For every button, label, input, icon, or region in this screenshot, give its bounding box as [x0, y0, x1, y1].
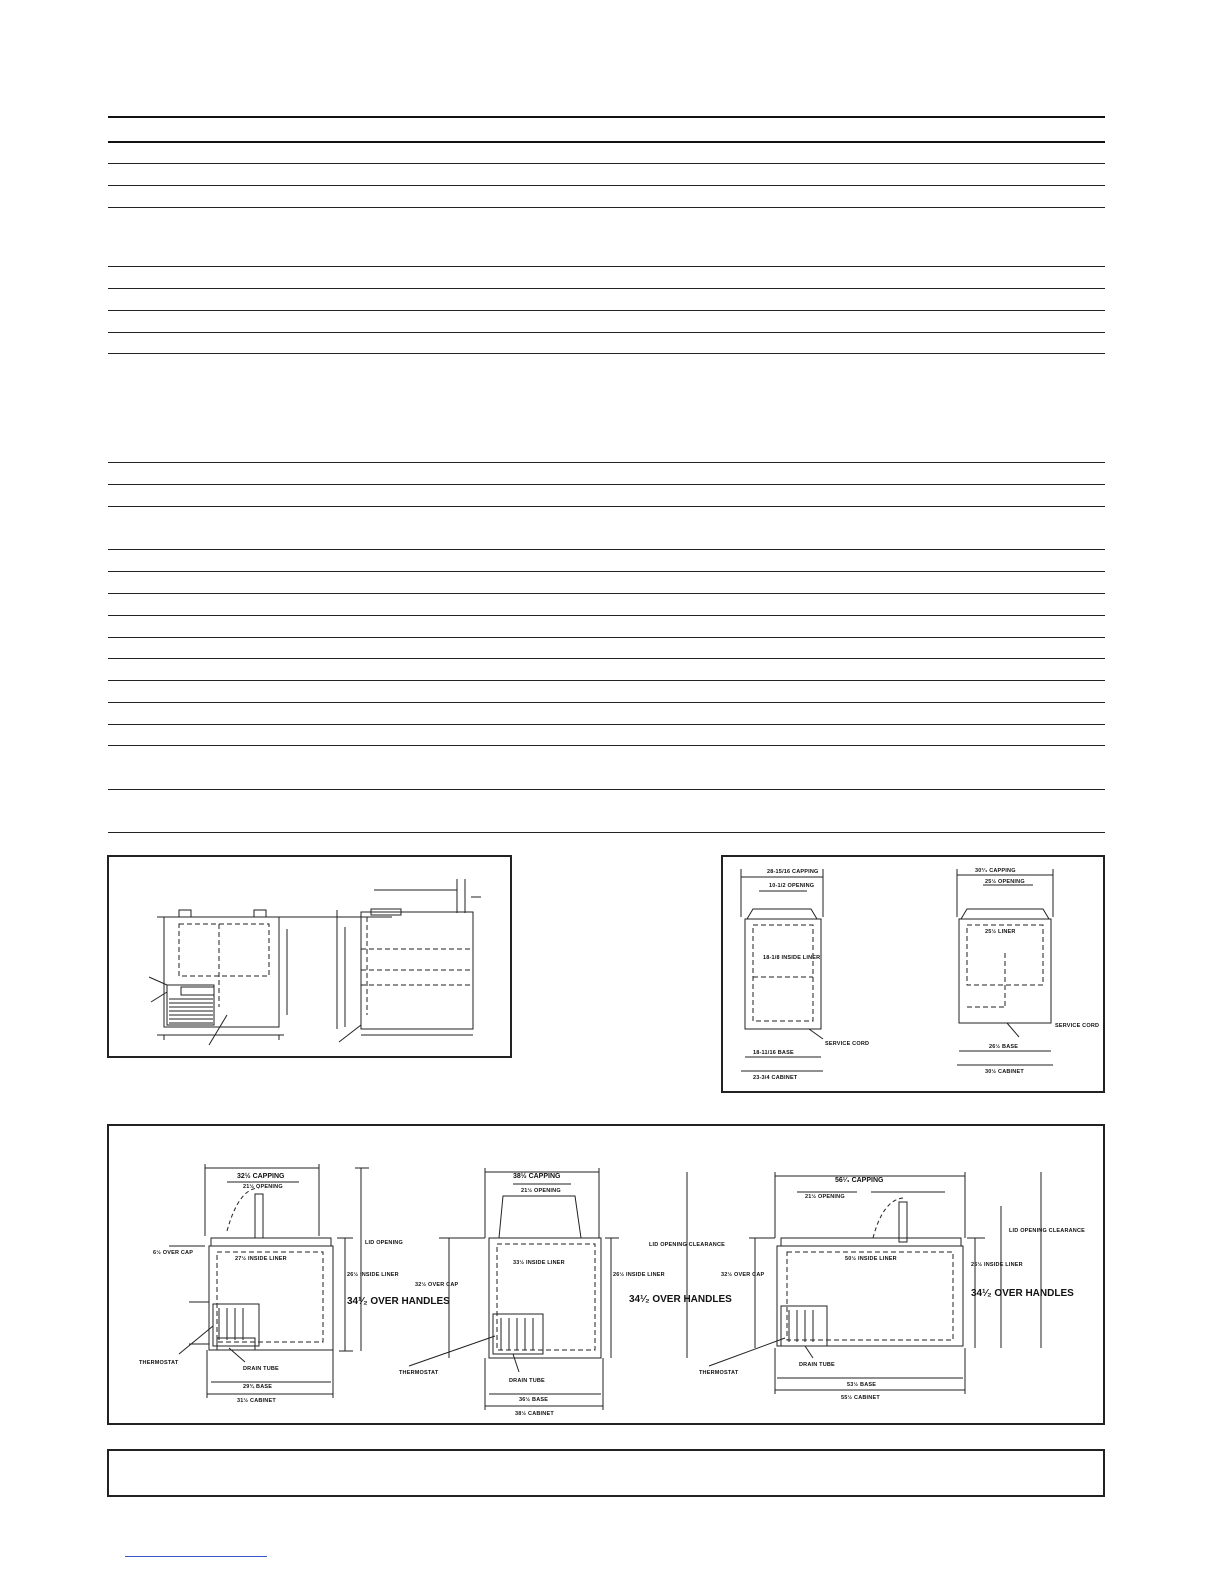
- unit3-drain-tube: DRAIN TUBE: [799, 1362, 835, 1368]
- louvers: [169, 999, 213, 1023]
- table-row-rule: [108, 615, 1105, 616]
- unit1-base: 29¾ BASE: [243, 1384, 273, 1390]
- table-bottom-rule: [108, 832, 1105, 833]
- side-elevation-svg: [109, 857, 514, 1060]
- unit2-over-cap: 32½ OVER CAP: [415, 1282, 459, 1288]
- unit-1: [169, 1164, 369, 1398]
- unit3-liner-width: 50½ INSIDE LINER: [845, 1256, 897, 1262]
- unit-2: [409, 1168, 687, 1410]
- capping-label-b: 30³⁄₄ CAPPING: [975, 868, 1016, 874]
- unit1-inside-liner: 26½ INSIDE LINER: [347, 1272, 399, 1278]
- opening-label-a: 10-1/2 OPENING: [769, 883, 815, 889]
- table-row-rule: [108, 593, 1105, 594]
- unit1-opening: 21½ OPENING: [243, 1184, 283, 1190]
- unit2-thermostat: THERMOSTAT: [399, 1370, 439, 1376]
- table-row-rule: [108, 163, 1105, 164]
- side-elevation-drawing: [107, 855, 512, 1058]
- table-row-rule: [108, 571, 1105, 572]
- top-plan-svg: [723, 857, 1107, 1095]
- table-top-rule: [108, 116, 1105, 118]
- unit2-over-handles: 34¹⁄₂ OVER HANDLES: [629, 1294, 732, 1305]
- unit2-inside-liner: 26½ INSIDE LINER: [613, 1272, 665, 1278]
- footer-link-underline[interactable]: [125, 1556, 267, 1557]
- unit3-base: 53½ BASE: [847, 1382, 877, 1388]
- table-row-rule: [108, 680, 1105, 681]
- unit3-over-handles: 34¹⁄₂ OVER HANDLES: [971, 1288, 1074, 1299]
- unit2-drain-tube: DRAIN TUBE: [509, 1378, 545, 1384]
- table-row-rule: [108, 702, 1105, 703]
- table-row-rule: [108, 724, 1105, 725]
- unit2-opening: 21½ OPENING: [521, 1188, 561, 1194]
- unit3-over-cap: 32½ OVER CAP: [721, 1272, 765, 1278]
- unit-3: [709, 1172, 1041, 1394]
- table-row-rule: [108, 185, 1105, 186]
- unit3-capping: 56¹⁄₄ CAPPING: [835, 1177, 884, 1184]
- liner-label-b: 25½ LINER: [985, 929, 1016, 935]
- unit1-liner-width: 27½ INSIDE LINER: [235, 1256, 287, 1262]
- top-plan-drawings: [721, 855, 1105, 1093]
- unit2-base: 36½ BASE: [519, 1397, 549, 1403]
- table-row-rule: [108, 207, 1105, 208]
- unit1-thermostat: THERMOSTAT: [139, 1360, 179, 1366]
- cabinet-label-a: 23-3/4 CABINET: [753, 1075, 798, 1081]
- table-row-rule: [108, 353, 1105, 354]
- unit1-drain-tube: DRAIN TUBE: [243, 1366, 279, 1372]
- service-cord-label-b: SERVICE CORD: [1055, 1023, 1100, 1029]
- table-row-rule: [108, 310, 1105, 311]
- table-row-rule: [108, 506, 1105, 507]
- unit1-over-handles: 34¹⁄₂ OVER HANDLES: [347, 1296, 450, 1307]
- base-label-b: 26½ BASE: [989, 1044, 1019, 1050]
- table-row-rule: [108, 462, 1105, 463]
- table-row-rule: [108, 637, 1105, 638]
- front-elevation-svg: [109, 1126, 1107, 1427]
- table-row-rule: [108, 484, 1105, 485]
- opening-label-b: 25½ OPENING: [985, 879, 1025, 885]
- table-row-rule: [108, 658, 1105, 659]
- unit3-cabinet: 55½ CABINET: [841, 1395, 880, 1401]
- base-label-a: 18-11/16 BASE: [753, 1050, 794, 1056]
- cabinet-label-b: 30½ CABINET: [985, 1069, 1024, 1075]
- note-box: [107, 1449, 1105, 1497]
- capping-label-a: 28-15/16 CAPPING: [767, 869, 819, 875]
- unit1-cabinet: 31½ CABINET: [237, 1398, 276, 1404]
- table-row-rule: [108, 549, 1105, 550]
- unit3-inside-liner: 26½ INSIDE LINER: [971, 1262, 1023, 1268]
- unit1-lid-opening: LID OPENING: [365, 1240, 403, 1246]
- unit1-capping: 32½ CAPPING: [237, 1173, 285, 1180]
- unit3-thermostat: THERMOSTAT: [699, 1370, 739, 1376]
- table-row-rule: [108, 789, 1105, 790]
- unit2-liner-width: 33½ INSIDE LINER: [513, 1260, 565, 1266]
- unit2-capping: 38½ CAPPING: [513, 1173, 561, 1180]
- table-row-rule: [108, 332, 1105, 333]
- table-row-rule: [108, 745, 1105, 746]
- table-header-rule: [108, 141, 1105, 143]
- table-row-rule: [108, 288, 1105, 289]
- unit2-cabinet: 38½ CABINET: [515, 1411, 554, 1417]
- unit2-lid-opening: LID OPENING CLEARANCE: [649, 1242, 726, 1248]
- unit1-over-cap: 6½ OVER CAP: [153, 1250, 194, 1256]
- unit3-lid-opening: LID OPENING CLEARANCE: [1009, 1228, 1086, 1234]
- unit3-opening: 21½ OPENING: [805, 1194, 845, 1200]
- front-elevation-drawings: [107, 1124, 1105, 1425]
- service-cord-label-a: SERVICE CORD: [825, 1041, 870, 1047]
- table-row-rule: [108, 266, 1105, 267]
- liner-label-a: 18-1/8 INSIDE LINER: [763, 955, 821, 961]
